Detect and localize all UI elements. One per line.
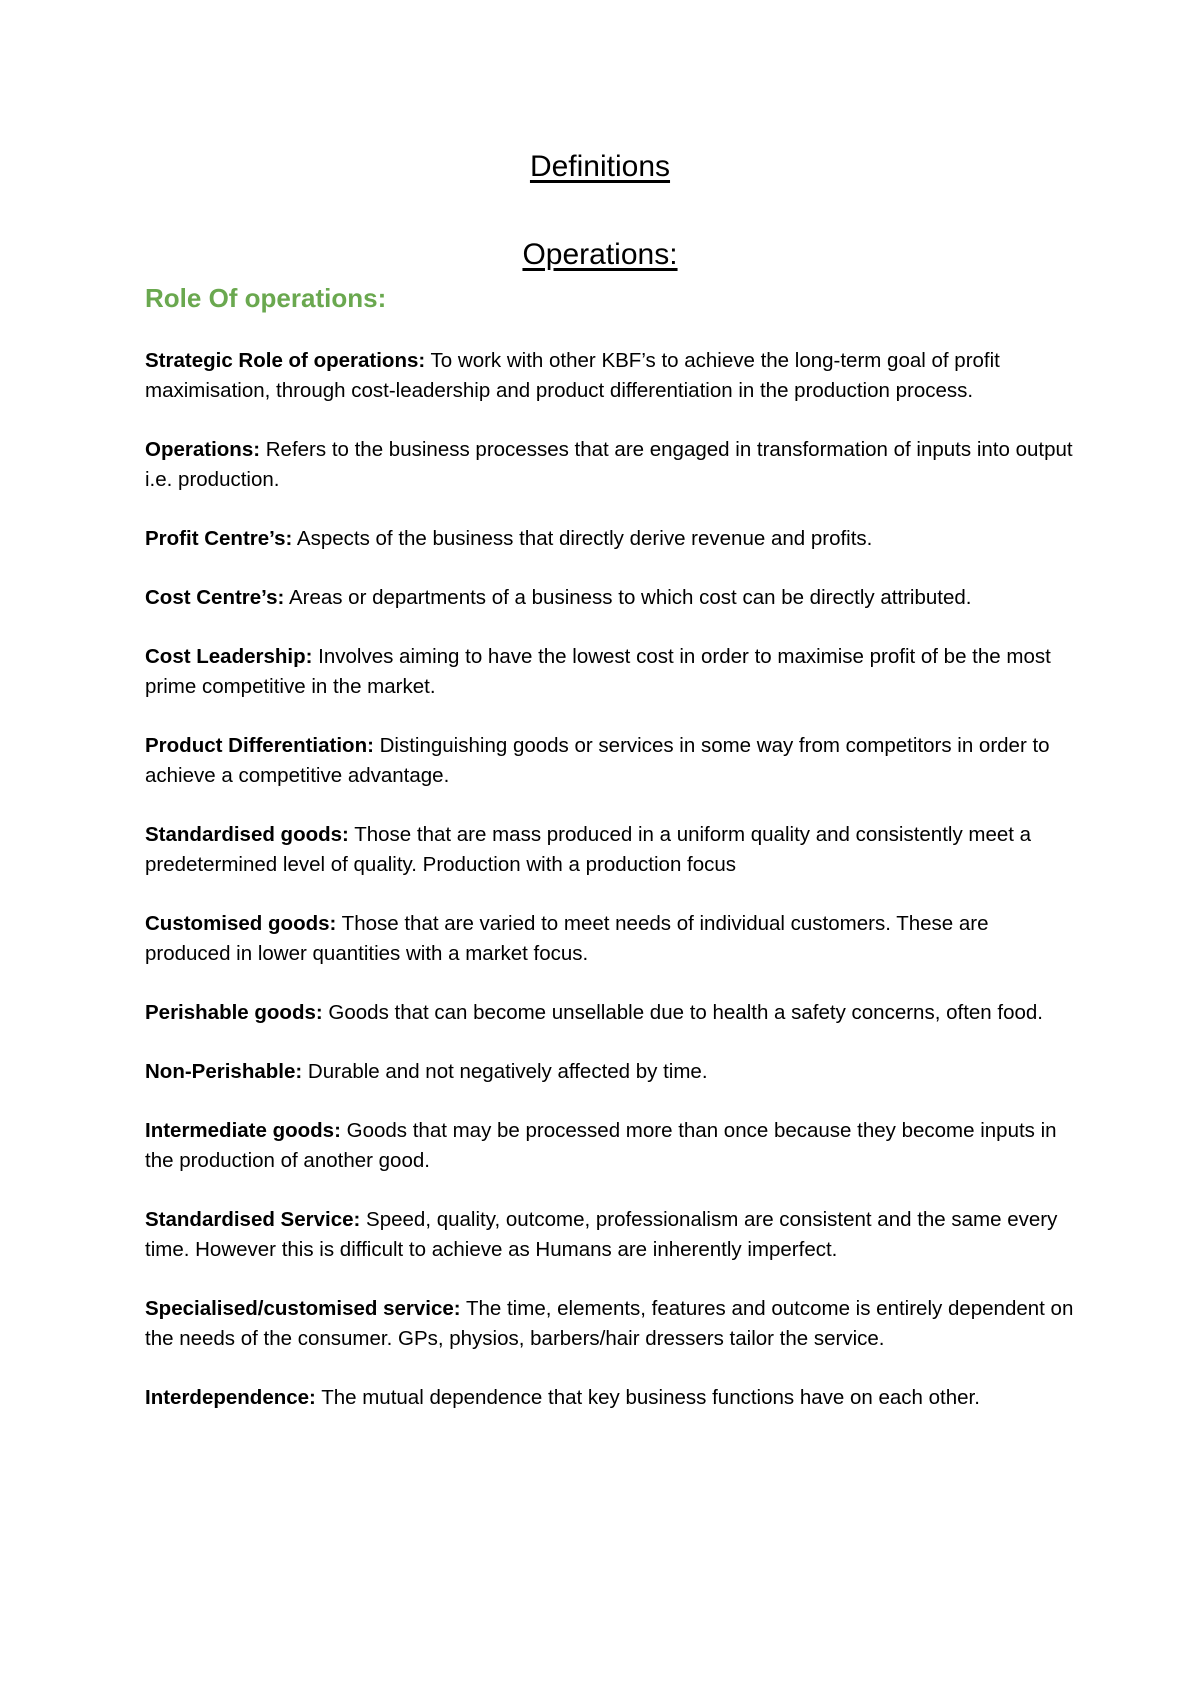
definition-text: Refers to the business processes that are engaged in transformation of inputs into output i.e. production. [145,438,1073,491]
definition-term: Cost Centre’s: [145,586,285,609]
definition-text: Those that are mass produced in a uniform quality and consistently meet a predetermined level of quality. Production with a production focus [145,823,1032,876]
section-heading: Role Of operations: [145,283,387,313]
definition-term: Cost Leadership: [145,645,313,668]
definition-text: Goods that can become unsellable due to health a safety concerns, often food. [328,1001,1043,1024]
definition-term: Standardised Service: [145,1208,361,1231]
definition-term: Intermediate goods: [145,1119,341,1142]
definition-item [145,731,1075,791]
definition-text: Areas or departments of a business to which cost can be directly attributed. [288,586,972,609]
definition-text: Goods that may be processed more than once because they become inputs in the production of another good. [145,1119,1057,1172]
definition-item [145,1294,1075,1354]
document-title: Definitions [529,150,671,183]
definition-item [145,1205,1075,1265]
definition-item [145,642,1075,702]
definition-term: Perishable goods: [145,1001,323,1024]
definition-term: Product Differentiation: [145,734,374,757]
definition-term: Operations: [145,438,261,461]
definition-term: Specialised/customised service: [145,1297,461,1320]
definition-item [145,524,1075,554]
definition-term: Profit Centre’s: [145,527,293,550]
definition-item [145,1116,1075,1176]
definition-text: The mutual dependence that key business functions have on each other. [321,1386,980,1409]
definition-text: To work with other KBF’s to achieve the long-term goal of profit maximisation, through cost-leadership and product differentiation in the production process. [145,349,1000,402]
definition-text: The time, elements, features and outcome is entirely dependent on the needs of the consumer. GPs, physios, barbers/hair dressers tailor the service. [145,1297,1074,1350]
definition-list [145,346,1075,1442]
definition-text: Involves aiming to have the lowest cost in order to maximise profit of be the most prime competitive in the market. [145,645,1051,698]
definition-term: Standardised goods: [145,823,349,846]
definition-text: Distinguishing goods or services in some way from competitors in order to achieve a competitive advantage. [145,734,1050,787]
definition-item [145,909,1075,969]
definition-item [145,998,1075,1028]
definition-item [145,1057,1075,1087]
definition-item [145,820,1075,880]
definition-item [145,583,1075,613]
definition-term: Interdependence: [145,1386,316,1409]
definition-text: Speed, quality, outcome, professionalism are consistent and the same every time. However this is difficult to achieve as Humans are inherently imperfect. [145,1208,1058,1261]
definition-term: Customised goods: [145,912,337,935]
definition-item [145,435,1075,495]
definition-text: Those that are varied to meet needs of individual customers. These are produced in lower quantities with a market focus. [145,912,989,965]
definition-term: Non-Perishable: [145,1060,303,1083]
definition-item [145,1383,1075,1413]
definition-text: Durable and not negatively affected by time. [307,1060,708,1083]
definition-term: Strategic Role of operations: [145,349,426,372]
definition-item [145,346,1075,406]
section-title: Operations: [522,238,678,271]
definition-text: Aspects of the business that directly derive revenue and profits. [296,527,873,550]
